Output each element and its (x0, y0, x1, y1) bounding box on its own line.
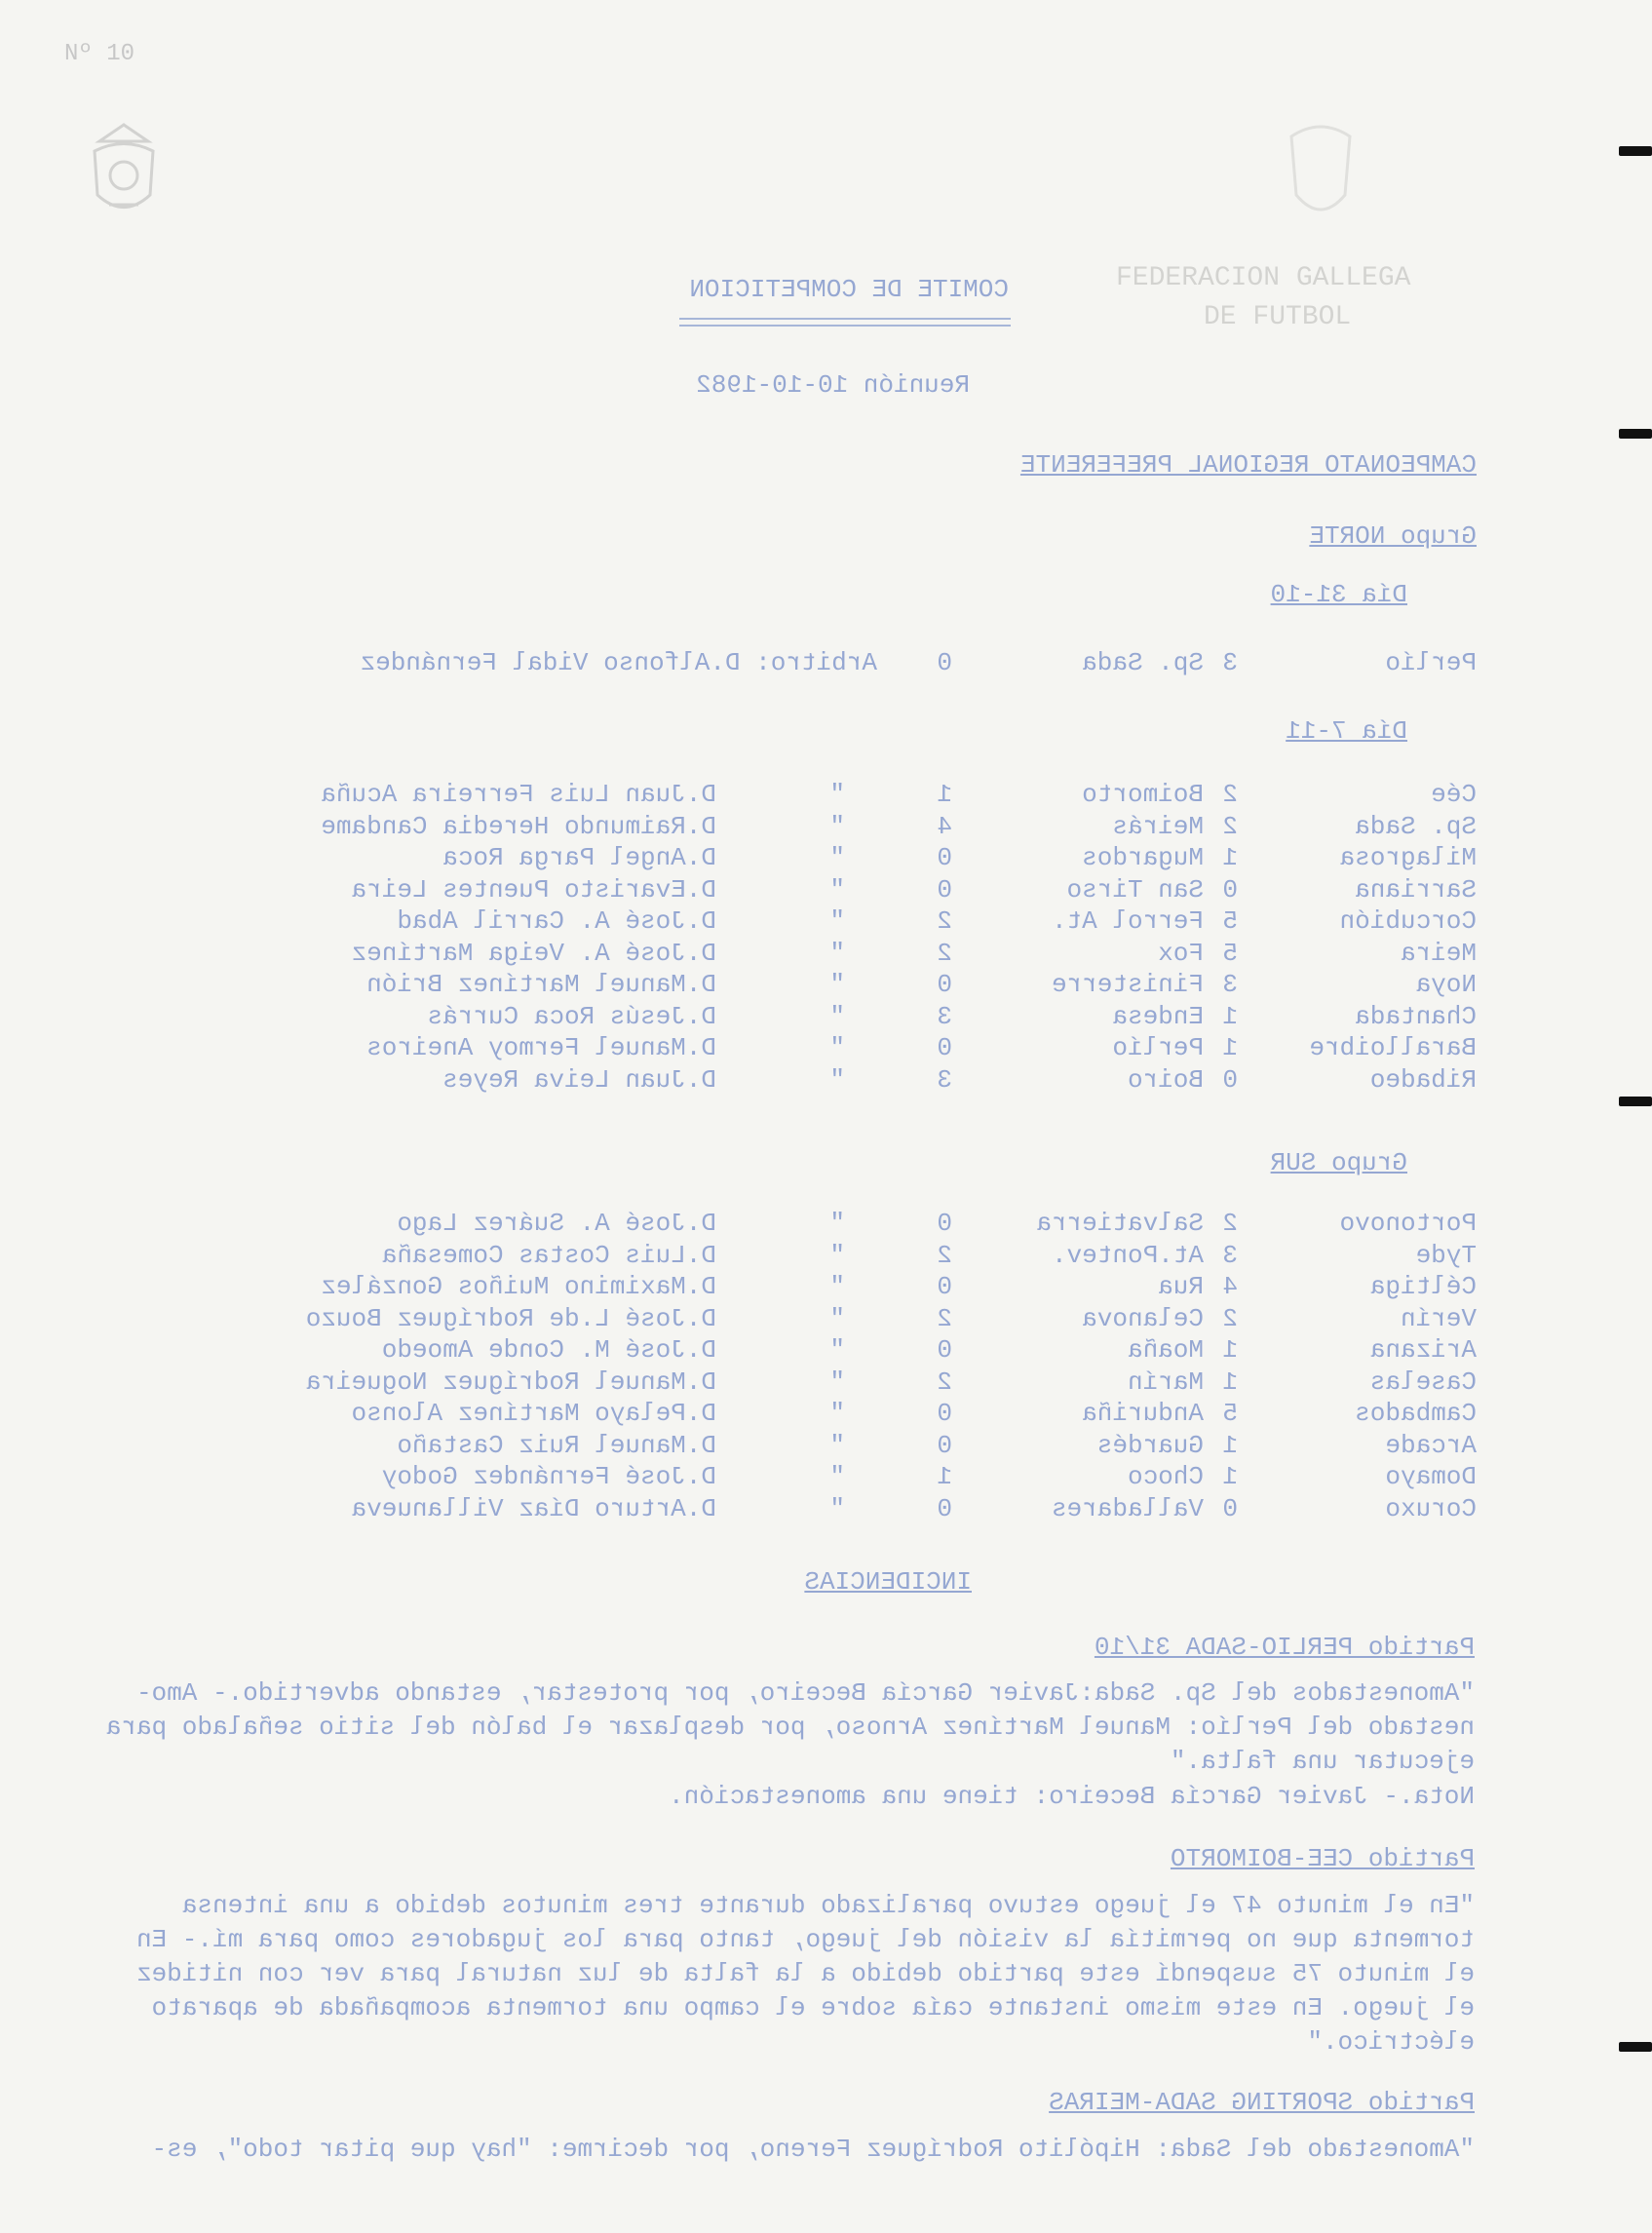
incident-three-line: "Amonestado del Sada: Hipólito Rodríguez Fereno, por decirme: "hay que pitar todo", es- (151, 2135, 1475, 2164)
ditto-mark: " (829, 938, 845, 968)
home-goals: 1 (1222, 1001, 1238, 1031)
referee: D.José Fernández Godoy (381, 1462, 716, 1491)
away-team: Endesa (1112, 1001, 1204, 1031)
home-goals: 1 (1222, 1462, 1238, 1491)
incident-one-line-1: "Amonestados del Sp. Sada:Javier García Beceiro, por protestar, estando advertido.- Amo- (135, 1678, 1475, 1708)
away-team: Anduriña (1082, 1399, 1204, 1428)
home-goals: 4 (1222, 1272, 1238, 1301)
home-goals: 2 (1222, 1209, 1238, 1238)
ditto-mark: " (829, 1064, 845, 1095)
away-goals: 2 (937, 938, 952, 968)
ditto-mark: " (829, 1335, 845, 1365)
home-goals: 0 (1222, 1064, 1238, 1095)
home-goals: 3 (1222, 648, 1238, 677)
away-team: Rua (1158, 1272, 1204, 1301)
referee: D.Manuel Fermoy Aneiros (366, 1033, 716, 1062)
referee: D.José L.de Rodríguez Bouzo (305, 1303, 716, 1333)
incident-one-note: Nota.- Javier García Beceiro: tiene una amonestación. (669, 1782, 1475, 1811)
away-team: Sp. Sada (1082, 648, 1204, 677)
home-team: Ribadeo (1369, 1064, 1477, 1095)
referee: D.Raimundo Heredia Candame (321, 811, 716, 841)
home-team: Milagrosa (1339, 843, 1477, 872)
away-team: San Tirso (1066, 874, 1204, 905)
home-goals: 2 (1222, 780, 1238, 809)
away-team: Fox (1158, 938, 1204, 968)
away-goals: 0 (937, 970, 952, 999)
incident-two-line-5: eléctrico." (1307, 2027, 1475, 2057)
ditto-mark: " (829, 906, 845, 936)
away-goals: 0 (937, 1209, 952, 1238)
away-goals: 0 (937, 1033, 952, 1062)
referee: D.Juan Luis Ferreira Acuña (321, 780, 716, 809)
away-team: At.Pontev. (1051, 1240, 1204, 1270)
home-team: Chantada (1355, 1001, 1477, 1031)
binder-clip (1619, 1097, 1652, 1106)
home-team: Arizana (1369, 1335, 1477, 1365)
ditto-mark: " (829, 970, 845, 999)
away-team: Boimorto (1082, 780, 1204, 809)
home-team: Meira (1400, 938, 1477, 968)
home-goals: 3 (1222, 1240, 1238, 1270)
ditto-mark: " (829, 1462, 845, 1491)
away-goals: 0 (937, 648, 952, 677)
away-goals: 1 (937, 780, 952, 809)
referee: D.Juan Leiva Reyes (442, 1064, 716, 1095)
home-goals: 5 (1222, 906, 1238, 936)
away-goals: 2 (937, 1367, 952, 1397)
away-goals: 2 (937, 906, 952, 936)
incident-two-line-3: el minuto 75 suspendí este partido debido a la falta de luz natural para ver con nitidez (135, 1959, 1475, 1988)
referee: D.Angel Parga Roca (442, 843, 716, 872)
away-goals: 0 (937, 1399, 952, 1428)
away-team: Finisterre (1051, 970, 1204, 999)
binder-clip (1619, 429, 1652, 439)
ditto-mark: " (829, 843, 845, 872)
home-team: Cambados (1355, 1399, 1477, 1428)
referee: D.Maximino Muiños González (321, 1272, 716, 1301)
away-team: Moaña (1127, 1335, 1204, 1365)
ditto-mark: " (829, 1240, 845, 1270)
incident-two-line-4: el juego. En este mismo instante caía sobre el campo una tormenta acompañada de aparato (151, 1993, 1475, 2022)
referee: Arbitro: D.Alfonso Vidal Fernández (360, 648, 877, 677)
home-team: Portonovo (1339, 1209, 1477, 1238)
ditto-mark: " (829, 1430, 845, 1460)
championship-title: CAMPEONATO REGIONAL PREFERENTE (1019, 450, 1477, 480)
home-goals: 1 (1222, 1033, 1238, 1062)
home-goals: 3 (1222, 970, 1238, 999)
group-north-title: Grupo NORTE (1309, 521, 1477, 551)
away-goals: 2 (937, 1303, 952, 1333)
page-number: Nº 10 (64, 41, 135, 67)
away-goals: 1 (937, 1462, 952, 1491)
referee: D.Manuel Martínez Brión (366, 970, 716, 999)
away-goals: 0 (937, 1430, 952, 1460)
home-team: Domayo (1385, 1462, 1477, 1491)
referee: D.José A. Veiga Martínez (351, 938, 716, 968)
home-team: Noya (1415, 970, 1477, 999)
heading-underline (679, 318, 1011, 327)
away-goals: 4 (937, 811, 952, 841)
group-south-title: Grupo SUR (1270, 1148, 1407, 1177)
home-team: Corcubión (1339, 906, 1477, 936)
home-team: Verín (1400, 1303, 1477, 1333)
home-goals: 5 (1222, 1399, 1238, 1428)
home-team: Coruxo (1385, 1493, 1477, 1523)
away-team: Perlío (1112, 1033, 1204, 1062)
away-goals: 0 (937, 843, 952, 872)
incident-one-line-2: nestado del Perlío: Manuel Martínez Arnoso, por desplazar el balón del sitio señalado para (105, 1713, 1475, 1742)
home-team: Sarriana (1355, 874, 1477, 905)
binder-clip (1619, 2042, 1652, 2052)
home-goals: 1 (1222, 1430, 1238, 1460)
away-team: Ferrol At. (1051, 906, 1204, 936)
ditto-mark: " (829, 1367, 845, 1397)
referee: D.Arturo Díaz Villanueva (351, 1493, 716, 1523)
home-team: Baralloibre (1309, 1033, 1477, 1062)
home-team: Caselas (1369, 1367, 1477, 1397)
day-one-title: Día 31-10 (1270, 580, 1407, 609)
ditto-mark: " (829, 1001, 845, 1031)
away-goals: 3 (937, 1064, 952, 1095)
home-team: Tyde (1415, 1240, 1477, 1270)
referee: D.Evaristo Puentes Leira (351, 874, 716, 905)
away-team: Salvatierra (1036, 1209, 1204, 1238)
ditto-mark: " (829, 1033, 845, 1062)
away-goals: 3 (937, 1001, 952, 1031)
ditto-mark: " (829, 874, 845, 905)
referee: D.Pelayo Martínez Alonso (351, 1399, 716, 1428)
referee: D.Manuel Rodríguez Nogueira (305, 1367, 716, 1397)
away-team: Boiro (1127, 1064, 1204, 1095)
ditto-mark: " (829, 1303, 845, 1333)
home-team: Arcade (1385, 1430, 1477, 1460)
incident-two-line-1: "En el minuto 47 el juego estuvo paralizado durante tres minutos debido a una intensa (181, 1891, 1475, 1920)
away-team: Mugardos (1082, 843, 1204, 872)
referee: D.José A. Suárez Lago (397, 1209, 716, 1238)
incident-two-line-2: tormenta que no permitía la visión del juego, tanto para los jugadores como para mí.- En (135, 1925, 1475, 1954)
ditto-mark: " (829, 1493, 845, 1523)
ditto-mark: " (829, 811, 845, 841)
home-goals: 5 (1222, 938, 1238, 968)
away-goals: 0 (937, 1272, 952, 1301)
ditto-mark: " (829, 1209, 845, 1238)
home-goals: 0 (1222, 1493, 1238, 1523)
home-goals: 2 (1222, 811, 1238, 841)
home-team: Cée (1431, 780, 1477, 809)
referee: D.José M. Conde Amoedo (381, 1335, 716, 1365)
home-goals: 2 (1222, 1303, 1238, 1333)
incidents-title: INCIDENCIAS (804, 1567, 972, 1597)
referee: D.Manuel Ruiz Castaño (397, 1430, 716, 1460)
heading: COMITE DE COMPETICION (689, 275, 1009, 304)
meeting-date: Reunión 10-10-1982 (696, 370, 970, 400)
away-team: Meirás (1112, 811, 1204, 841)
away-goals: 0 (937, 1335, 952, 1365)
away-goals: 0 (937, 1493, 952, 1523)
home-goals: 0 (1222, 874, 1238, 905)
away-team: Choco (1127, 1462, 1204, 1491)
referee: D.Luis Costas Comesaña (381, 1240, 716, 1270)
home-team: Perlío (1385, 648, 1477, 677)
away-goals: 0 (937, 874, 952, 905)
ditto-mark: " (829, 1272, 845, 1301)
binder-clip (1619, 146, 1652, 156)
home-team: Céltiga (1369, 1272, 1477, 1301)
referee: D.José A. Carril Abad (397, 906, 716, 936)
away-team: Celanova (1082, 1303, 1204, 1333)
away-goals: 2 (937, 1240, 952, 1270)
home-goals: 1 (1222, 1367, 1238, 1397)
incident-two-title: Partido CEE-BOIMORTO (1170, 1844, 1475, 1873)
incident-one-line-3: ejecutar una falta." (1170, 1747, 1475, 1776)
ditto-mark: " (829, 780, 845, 809)
home-team: Sp. Sada (1355, 811, 1477, 841)
day-two-title: Día 7-11 (1286, 716, 1407, 746)
referee: D.Jesús Roca Currás (427, 1001, 716, 1031)
letterhead-line-2: DE FUTBOL (1204, 302, 1352, 332)
incident-one-title: Partido PERLIO-SADA 31/10 (1094, 1633, 1475, 1662)
ditto-mark: " (829, 1399, 845, 1428)
letterhead-line-1: FEDERACION GALLEGA (1116, 263, 1411, 293)
incident-three-title: Partido SPORTING SADA-MEIRAS (1049, 2088, 1475, 2117)
home-goals: 1 (1222, 843, 1238, 872)
away-team: Guardés (1096, 1430, 1204, 1460)
away-team: Valladares (1051, 1493, 1204, 1523)
away-team: Marín (1127, 1367, 1204, 1397)
home-goals: 1 (1222, 1335, 1238, 1365)
